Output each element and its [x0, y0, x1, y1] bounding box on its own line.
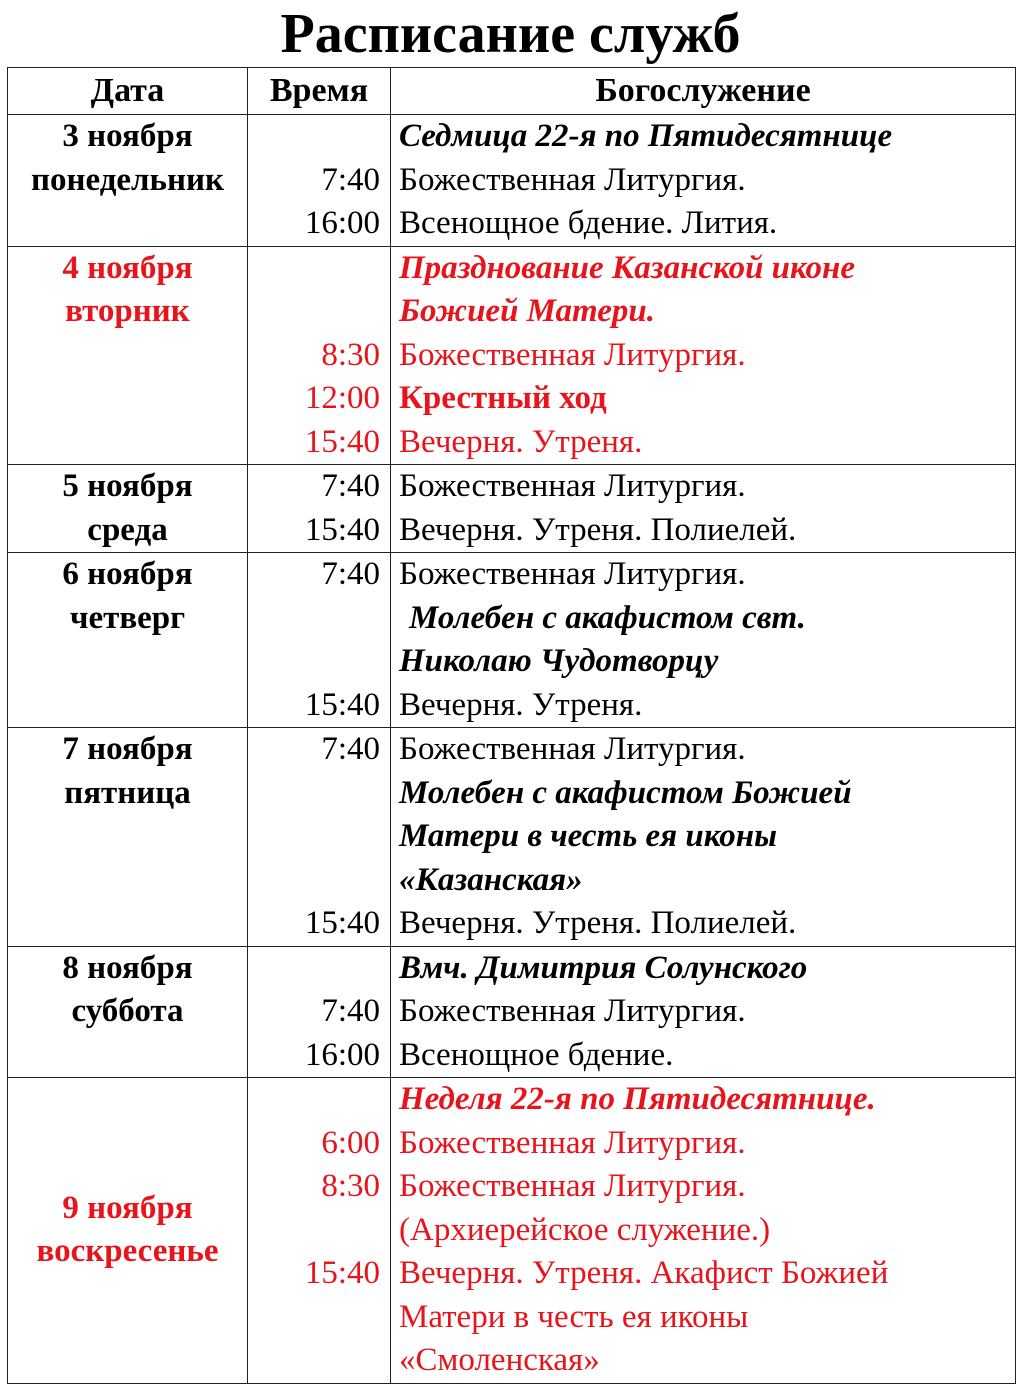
- time-line: 15:40: [304, 423, 380, 460]
- date-cell: [8, 465, 248, 553]
- service-cell: [391, 553, 1016, 728]
- time-cell: [248, 1078, 391, 1384]
- time-line: [248, 947, 390, 991]
- time-line: 15:40: [304, 511, 380, 548]
- moleben-line: Матери в честь ея иконы: [399, 818, 777, 854]
- time-line: [248, 1339, 390, 1383]
- time-line: [248, 290, 390, 334]
- time-line: [248, 859, 390, 903]
- time-line: 12:00: [304, 380, 380, 416]
- time-line: 15:40: [304, 686, 380, 723]
- schedule-table: [7, 67, 1016, 1384]
- feast-title: Празднование Казанской иконе: [399, 249, 855, 286]
- service-line: Вечерня. Утреня.: [399, 686, 643, 723]
- service-line: Божественная Литургия.: [399, 468, 746, 504]
- date-label: 6 ноября: [62, 556, 193, 592]
- service-line: Божественная Литургия.: [399, 161, 746, 198]
- weekday-label: понедельник: [30, 161, 225, 198]
- time-line: 16:00: [304, 1036, 380, 1073]
- header-time: Время: [248, 68, 391, 115]
- service-line: «Смоленская»: [399, 1342, 600, 1378]
- service-cell: [391, 465, 1016, 553]
- date-cell: [8, 553, 248, 728]
- day-row: [8, 246, 1016, 465]
- moleben-line: Молебен с акафистом Божией: [399, 774, 852, 811]
- date-label: 7 ноября: [62, 731, 193, 767]
- service-line: Матери в честь ея иконы: [399, 1298, 749, 1335]
- weekday-label: суббота: [71, 993, 184, 1029]
- weekday-label: четверг: [69, 599, 186, 636]
- service-cell: [391, 1078, 1016, 1384]
- time-line: 16:00: [304, 205, 380, 241]
- time-line: 7:40: [321, 993, 380, 1029]
- time-line: [248, 597, 390, 641]
- moleben-line: Николаю Чудотворцу: [399, 643, 719, 679]
- date-label: 5 ноября: [62, 468, 193, 504]
- service-line: Вечерня. Утреня. Акафист Божией: [399, 1255, 889, 1291]
- date-label: 4 ноября: [62, 249, 193, 286]
- day-row: [8, 946, 1016, 1078]
- service-line: Божественная Литургия.: [399, 731, 746, 767]
- weekday-label: среда: [87, 511, 168, 548]
- header-service: Богослужение: [391, 68, 1016, 115]
- time-line: 7:40: [321, 556, 380, 592]
- feast-title: Седмица 22-я по Пятидесятнице: [399, 118, 893, 154]
- date-cell: [8, 946, 248, 1078]
- time-line: 6:00: [321, 1124, 380, 1161]
- time-line: 15:40: [304, 905, 380, 941]
- service-line: Божественная Литургия.: [399, 1124, 746, 1161]
- service-line: Вечерня. Утреня.: [399, 423, 643, 460]
- feast-title: Божией Матери.: [399, 293, 656, 329]
- time-cell: [248, 115, 391, 247]
- procession-line: Крестный ход: [399, 380, 607, 416]
- day-row: [8, 465, 1016, 553]
- time-line: [248, 1296, 390, 1340]
- time-line: 7:40: [321, 468, 380, 504]
- service-line: Божественная Литургия.: [399, 1168, 746, 1204]
- date-label: 3 ноября: [62, 118, 193, 154]
- day-row: [8, 728, 1016, 947]
- service-line: Всенощное бдение.: [399, 1036, 674, 1073]
- header-row: [8, 68, 1016, 115]
- time-line: 8:30: [321, 336, 380, 373]
- service-cell: [391, 246, 1016, 465]
- page-title: Расписание служб: [280, 3, 741, 65]
- moleben-line: Молебен с акафистом свт.: [409, 599, 806, 636]
- time-line: [248, 772, 390, 816]
- time-cell: [248, 946, 391, 1078]
- time-line: 8:30: [321, 1168, 380, 1204]
- header-date: Дата: [8, 68, 248, 115]
- service-line: Божественная Литургия.: [399, 336, 746, 373]
- time-line: [248, 815, 390, 859]
- time-line: [248, 115, 390, 159]
- service-line: Всенощное бдение. Лития.: [399, 205, 778, 241]
- date-cell: [8, 115, 248, 247]
- weekday-label: пятница: [64, 774, 191, 811]
- weekday-label: воскресенье: [36, 1233, 219, 1270]
- time-line: [248, 247, 390, 291]
- time-cell: [248, 553, 391, 728]
- day-row: [8, 1078, 1016, 1384]
- service-line: Вечерня. Утреня. Полиелей.: [399, 905, 797, 941]
- service-line: (Архиерейское служение.): [399, 1211, 771, 1248]
- time-line: [248, 1078, 390, 1122]
- time-line: [248, 1209, 390, 1253]
- date-label: 8 ноября: [62, 949, 193, 986]
- moleben-line: «Казанская»: [399, 861, 583, 898]
- service-cell: [391, 728, 1016, 947]
- feast-title: Неделя 22-я по Пятидесятнице.: [399, 1081, 876, 1117]
- service-line: Вечерня. Утреня. Полиелей.: [399, 511, 797, 548]
- date-label: 9 ноября: [62, 1189, 193, 1226]
- time-cell: [248, 728, 391, 947]
- time-cell: [248, 246, 391, 465]
- day-row: [8, 115, 1016, 247]
- time-cell: [248, 465, 391, 553]
- service-line: Божественная Литургия.: [399, 556, 746, 592]
- time-line: [248, 640, 390, 684]
- feast-title: Вмч. Димитрия Солунского: [399, 949, 808, 986]
- day-row: [8, 553, 1016, 728]
- date-cell: [8, 1078, 248, 1384]
- date-cell: [8, 728, 248, 947]
- time-line: 7:40: [321, 161, 380, 198]
- time-line: 7:40: [321, 731, 380, 767]
- time-line: 15:40: [304, 1255, 380, 1291]
- service-line: Божественная Литургия.: [399, 993, 746, 1029]
- service-cell: [391, 115, 1016, 247]
- date-cell: [8, 246, 248, 465]
- service-cell: [391, 946, 1016, 1078]
- weekday-label: вторник: [65, 293, 190, 329]
